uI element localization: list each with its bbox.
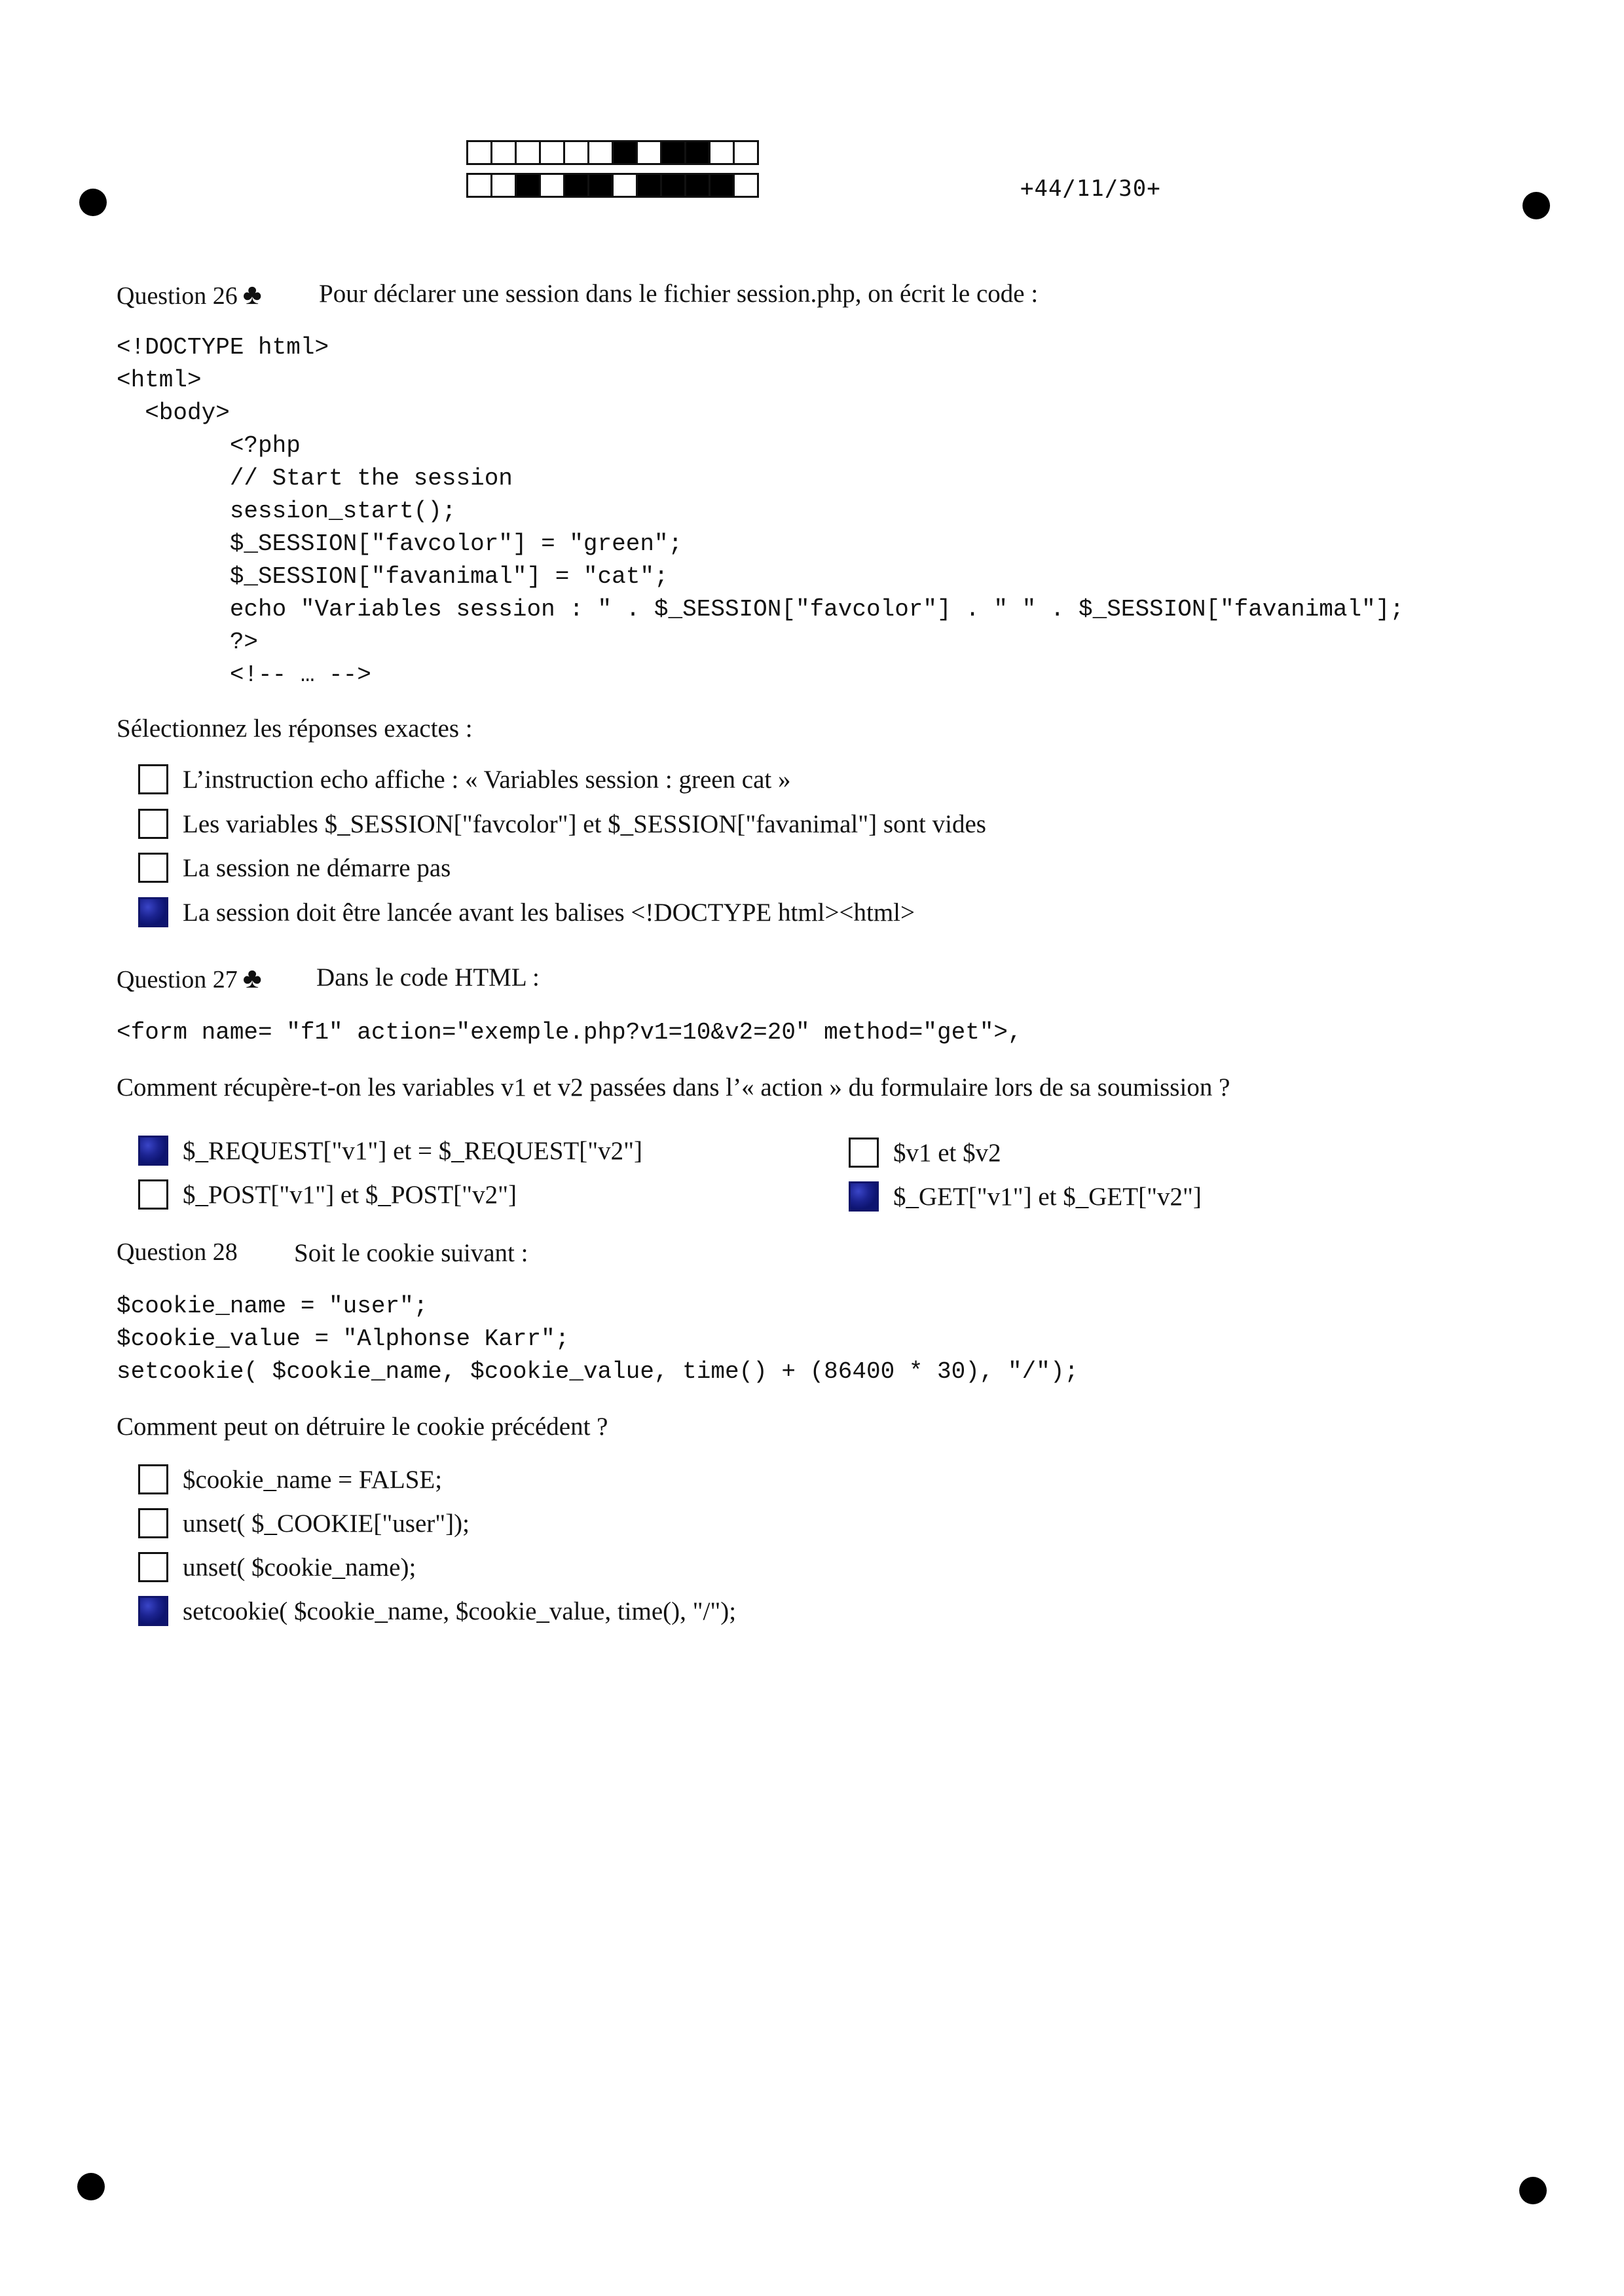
answer-text: $_REQUEST["v1"] et = $_REQUEST["v2"]: [183, 1136, 643, 1165]
checkbox[interactable]: [138, 1552, 168, 1582]
q27-answer-1[interactable]: [138, 1136, 642, 1166]
question-27-text: Dans le code HTML :: [316, 963, 540, 991]
checkbox[interactable]: [138, 1508, 168, 1538]
checkbox-checked[interactable]: [849, 1181, 879, 1212]
answer-text: $_GET["v1"] et $_GET["v2"]: [893, 1182, 1202, 1211]
answer-text: unset( $cookie_name);: [183, 1553, 416, 1582]
checkbox[interactable]: [138, 1464, 168, 1494]
question-27-prompt: Comment récupère-t-on les variables v1 et v2 passées dans l’« action » du formulaire lors de sa soumission ?: [117, 1073, 1230, 1102]
checkbox[interactable]: [138, 764, 168, 794]
barcode-row-bottom: [466, 173, 757, 198]
checkbox[interactable]: [849, 1138, 879, 1168]
answer-text: La session doit être lancée avant les balises <!DOCTYPE html><html>: [183, 898, 915, 927]
registration-mark-top-left: [79, 189, 107, 216]
question-label: Question 27: [117, 966, 238, 993]
answer-text: unset( $_COOKIE["user"]);: [183, 1509, 470, 1538]
checkbox[interactable]: [138, 809, 168, 839]
club-icon: ♣: [242, 962, 262, 994]
question-26-text: Pour déclarer une session dans le fichier session.php, on écrit le code :: [319, 280, 1039, 308]
checkbox[interactable]: [138, 1179, 168, 1210]
question-28-text: Soit le cookie suivant :: [294, 1239, 528, 1267]
answer-text: L’instruction echo affiche : « Variables session : green cat »: [183, 765, 791, 794]
q27-answer-2[interactable]: [849, 1138, 1001, 1168]
q28-answer-3[interactable]: [138, 1552, 416, 1582]
checkbox[interactable]: [138, 853, 168, 883]
q28-answer-4[interactable]: [138, 1596, 736, 1626]
barcode-row-top: [466, 140, 757, 165]
question-27-label: [117, 961, 262, 995]
q28-answer-2[interactable]: [138, 1508, 470, 1538]
answer-text: $v1 et $v2: [893, 1138, 1001, 1167]
club-icon: ♣: [242, 278, 262, 310]
q26-answer-1[interactable]: [138, 764, 791, 794]
question-28-label: [117, 1238, 238, 1267]
exam-id: +44/11/30+: [1020, 176, 1161, 202]
q26-answer-4[interactable]: [138, 897, 915, 927]
answer-text: $_POST["v1"] et $_POST["v2"]: [183, 1180, 517, 1209]
q26-answer-2[interactable]: [138, 809, 986, 839]
question-26-label: [117, 278, 262, 311]
question-28-prompt: Comment peut on détruire le cookie précédent ?: [117, 1413, 608, 1441]
question-28-code: $cookie_name = "user"; $cookie_value = "Alphonse Karr"; setcookie( $cookie_name, $cookie_value, time() + (86400 * 30), "/");: [117, 1293, 1079, 1385]
question-26-code: <!DOCTYPE html> <html> <body> <?php // Start the session session_start(); $_SESSION["favcolor"] = "green"; $_SESSION["favanimal"] = "cat"; echo "Variables session : " . $_SESSION["favcolor"] . " " . $_SESSION["favanimal"]; ?> <!-- … -->: [117, 334, 1404, 688]
answer-text: La session ne démarre pas: [183, 853, 451, 882]
registration-mark-top-right: [1522, 192, 1550, 219]
answer-text: Les variables $_SESSION["favcolor"] et $_SESSION["favanimal"] sont vides: [183, 809, 986, 838]
question-label: Question 26: [117, 282, 238, 310]
registration-mark-bottom-left: [77, 2173, 105, 2200]
checkbox-checked[interactable]: [138, 1596, 168, 1626]
registration-mark-bottom-right: [1519, 2177, 1547, 2204]
answer-text: setcookie( $cookie_name, $cookie_value, time(), "/");: [183, 1597, 737, 1625]
question-26-prompt: Sélectionnez les réponses exactes :: [117, 714, 473, 743]
question-label: Question 28: [117, 1238, 238, 1266]
q26-answer-3[interactable]: [138, 853, 451, 883]
question-27-code: <form name= "f1" action="exemple.php?v1=10&v2=20" method="get">,: [117, 1019, 1022, 1046]
answer-text: $cookie_name = FALSE;: [183, 1465, 443, 1494]
q27-answer-3[interactable]: [138, 1179, 517, 1210]
checkbox-checked[interactable]: [138, 1136, 168, 1166]
q28-answer-1[interactable]: [138, 1464, 442, 1494]
q27-answer-4[interactable]: [849, 1181, 1202, 1212]
checkbox-checked[interactable]: [138, 897, 168, 927]
